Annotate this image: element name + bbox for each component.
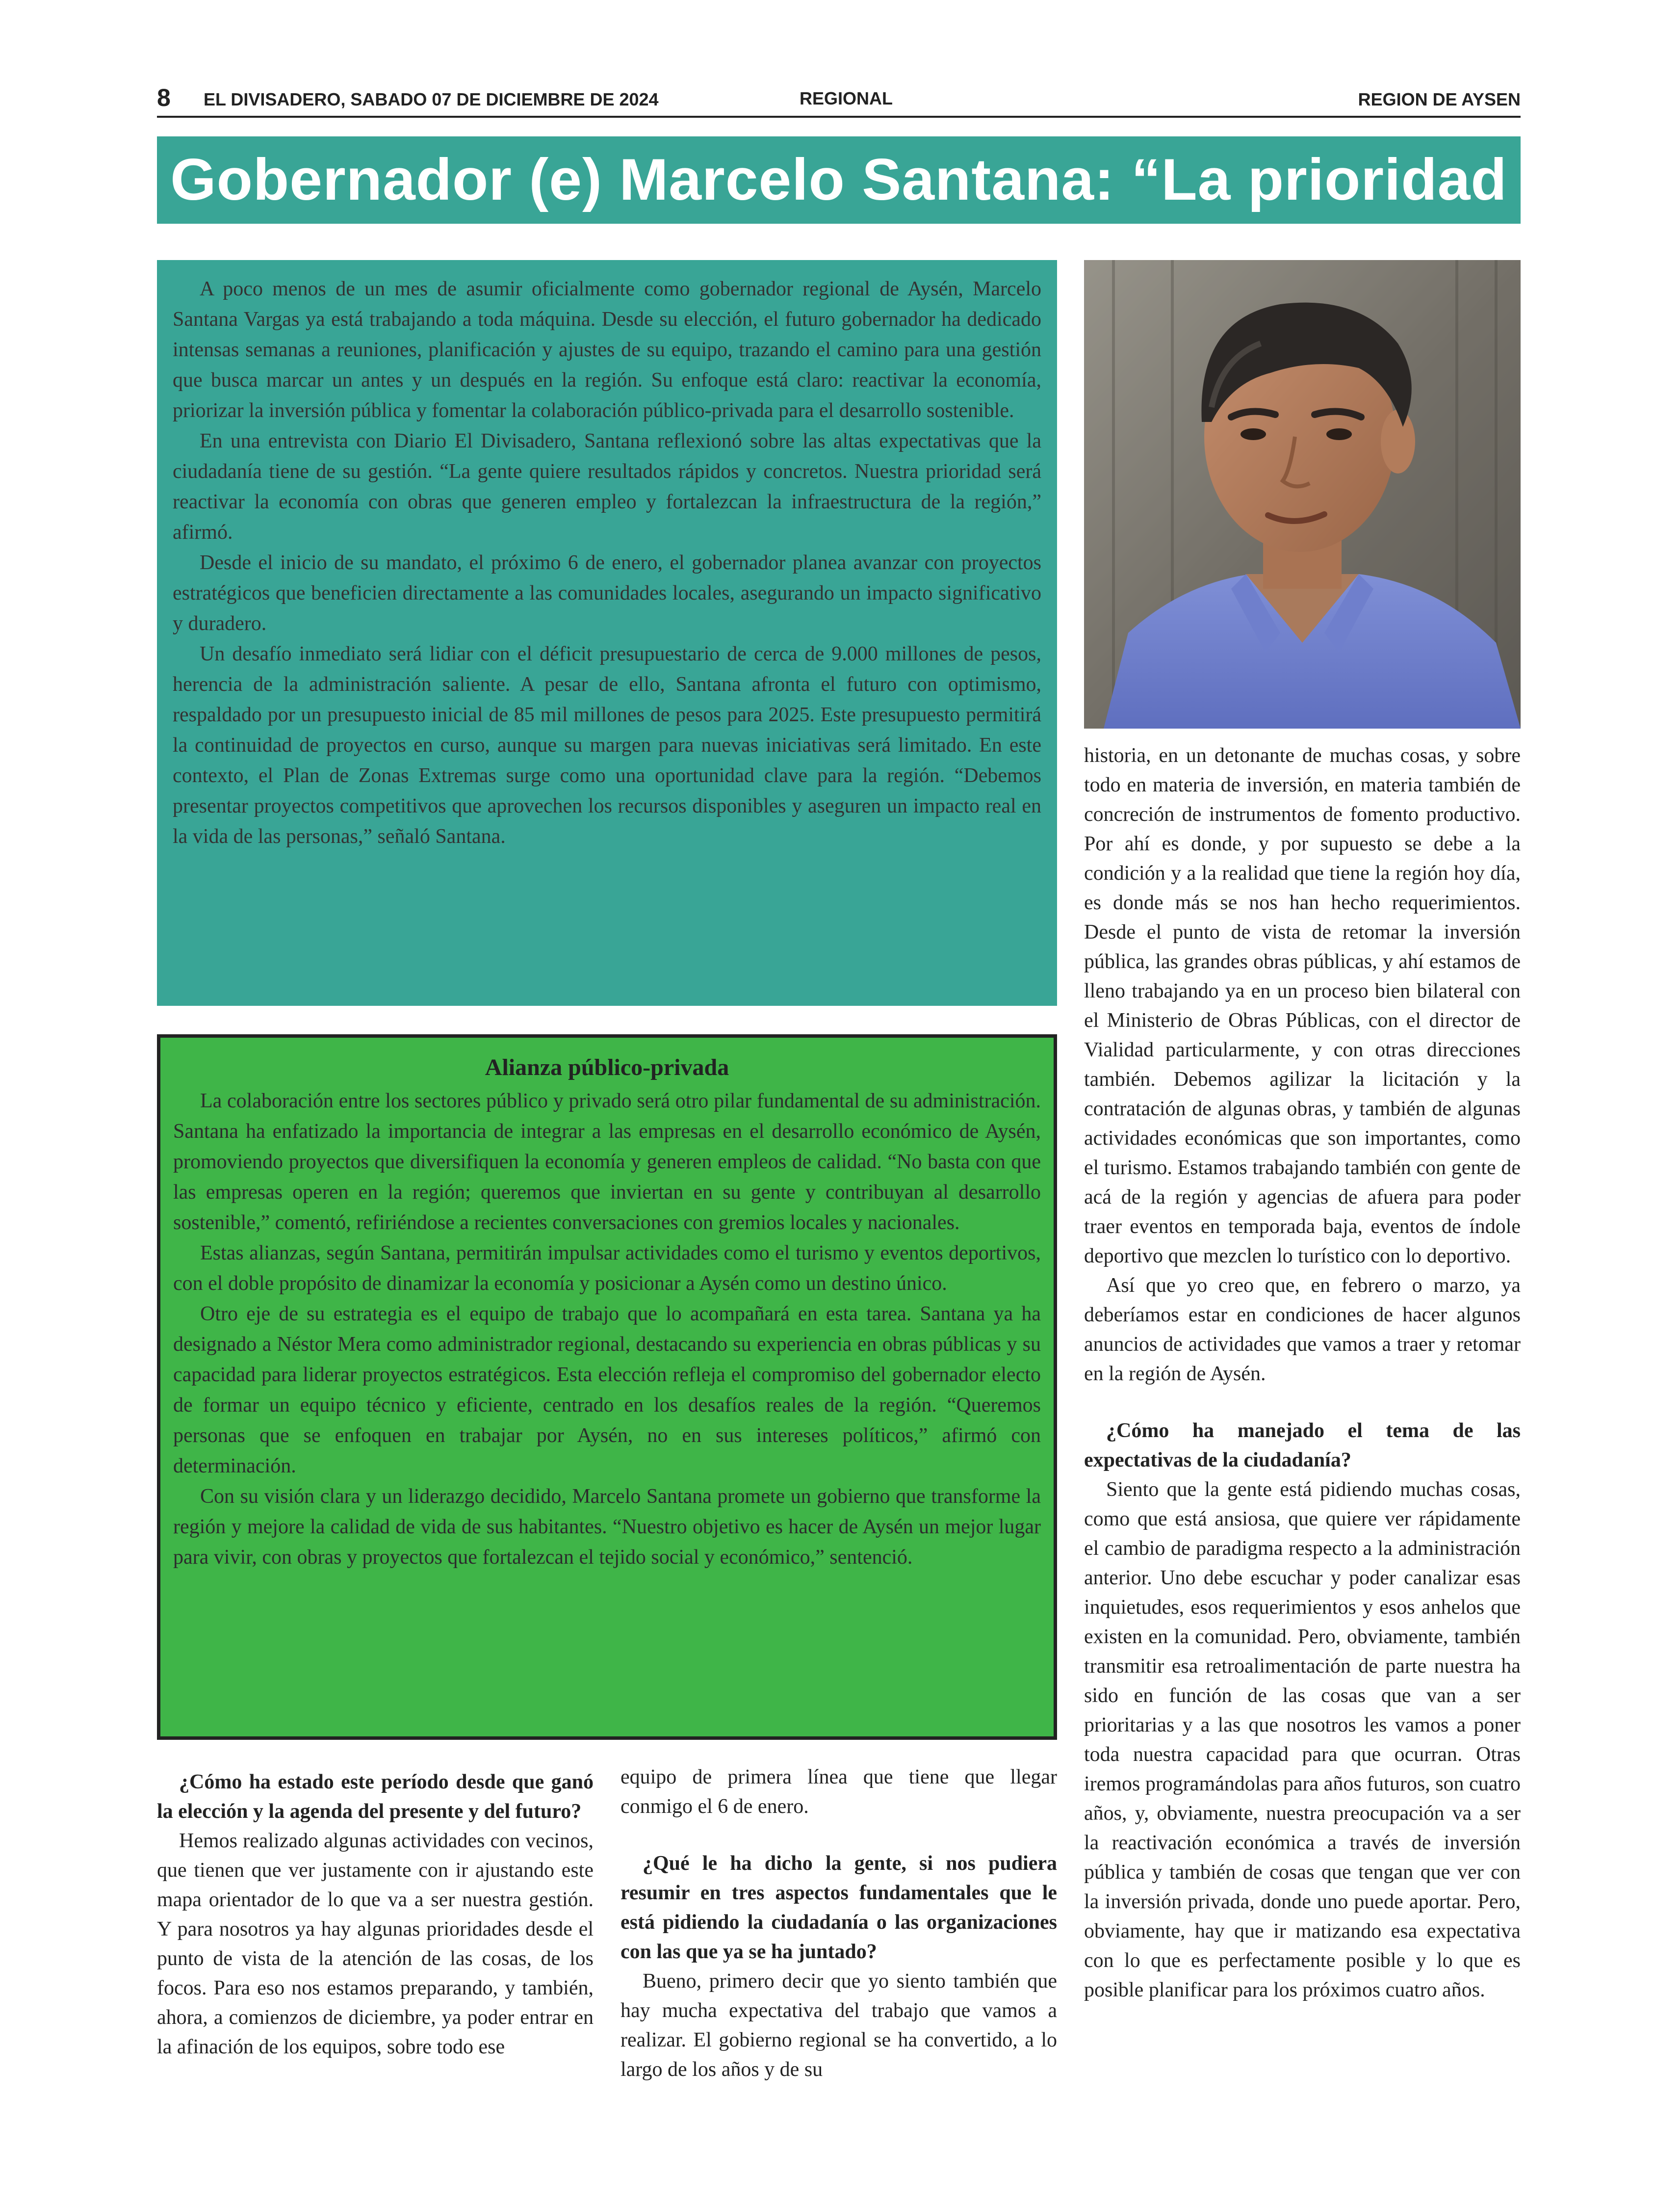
alliance-paragraph: Estas alianzas, según Santana, permitirán impulsar actividades como el turismo y eventos deportivos, con el doble propósito de dinamizar la economía y posicionar a Aysén como un destino único. <box>173 1242 1041 1295</box>
intro-paragraph: En una entrevista con Diario El Divisadero, Santana reflexionó sobre las altas expectativas que la ciudadanía tiene de su gestión. “La gente quiere resultados rápidos y concretos. Nuestra prioridad será reactivar la economía con obras que generen empleo y fortalezcan la infraestructura de la región,” afirmó. <box>173 430 1041 544</box>
interview-question: ¿Qué le ha dicho la gente, si nos pudiera resumir en tres aspectos fundamentales que le está pidiendo la ciudadanía o las organizaciones con las que ya se ha juntado? <box>620 1852 1057 1963</box>
interview-answer: Bueno, primero decir que yo siento también que hay mucha expectativa del trabajo que vamos a realizar. El gobierno regional se ha convertido, a lo largo de los años y de su <box>620 1970 1057 2081</box>
alliance-paragraph: Con su visión clara y un liderazgo decidido, Marcelo Santana promete un gobierno que transforme la región y mejore la calidad de vida de sus habitantes. “Nuestro objetivo es hacer de Aysén un mejor lugar para vivir, con obras y proyectos que fortalezcan el tejido social y económico,” sentenció. <box>173 1485 1041 1569</box>
intro-box <box>157 260 1057 1006</box>
alliance-title: Alianza público-privada <box>485 1054 729 1080</box>
column-3 <box>1084 741 1521 2005</box>
alliance-box <box>157 1034 1057 1740</box>
region-label: REGION DE AYSEN <box>1358 89 1521 109</box>
answer-paragraph: Así que yo creo que, en febrero o marzo, ya deberíamos estar en condiciones de hacer algunos anuncios de actividades que vamos a traer y retomar en la región de Aysén. <box>1084 1274 1521 1385</box>
interview-question: ¿Cómo ha manejado el tema de las expectativas de la ciudadanía? <box>1084 1419 1521 1471</box>
headline-banner <box>157 136 1521 224</box>
column-1 <box>157 1767 594 2062</box>
page-number: 8 <box>157 84 171 111</box>
intro-paragraph: Desde el inicio de su mandato, el próximo 6 de enero, el gobernador planea avanzar con proyectos estratégicos que beneficien directamente a las comunidades locales, asegurando un impacto significativo y duradero. <box>173 551 1041 635</box>
intro-paragraph: Un desafío inmediato será lidiar con el déficit presupuestario de cerca de 9.000 millones de pesos, herencia de la administración saliente. A pesar de ello, Santana afronta el futuro con optimismo, respaldado por un presupuesto inicial de 85 mil millones de pesos para 2025. Este presupuesto permitirá la continuidad de proyectos en curso, aunque su margen para nuevas iniciativas será limitado. En este contexto, el Plan de Zonas Extremas surge como una oportunidad clave para la región. “Debemos presentar proyectos competitivos que aprovechen los recursos disponibles y aseguren un impacto real en la vida de las personas,” señaló Santana. <box>173 643 1041 848</box>
interview-answer: Siento que la gente está pidiendo muchas cosas, como que está ansiosa, que quiere ver rápidamente el cambio de paradigma respecto a la administración anterior. Uno debe escuchar y poder canalizar esas inquietudes, esos requerimientos y esos anhelos que existen en la comunidad. Pero, obviamente, también transmitir esa retroalimentación de parte nuestra ha sido en función de las cosas que van a ser prioritarias y a las que nosotros les vamos a poner toda nuestra capacidad para que ocurran. Otras iremos programándolas para años futuros, son cuatro años, y, obviamente, nuestra preocupación va a ser la reactivación económica a través de inversión pública y también de cosas que tengan que ver con la inversión privada, donde uno puede aportar. Pero, obviamente, hay que ir matizando esa expectativa con lo que es perfectamente posible y lo que es posible planificar para los próximos cuatro años. <box>1084 1478 1521 2001</box>
portrait-photo <box>1084 260 1521 729</box>
intro-paragraph: A poco menos de un mes de asumir oficialmente como gobernador regional de Aysén, Marcelo Santana Vargas ya está trabajando a toda máquina. Desde su elección, el futuro gobernador ha dedicado intensas semanas a reuniones, planificación y ajustes de su equipo, trazando el camino para una gestión que busca marcar un antes y un después en la región. Su enfoque está claro: reactivar la economía, priorizar la inversión pública y fomentar la colaboración público-privada para el desarrollo sostenible. <box>173 278 1041 422</box>
answer-continuation: equipo de primera línea que tiene que llegar conmigo el 6 de enero. <box>620 1766 1057 1818</box>
interview-answer: Hemos realizado algunas actividades con vecinos, que tienen que ver justamente con ir ajustando este mapa orientador de lo que va a ser nuestra gestión. Y para nosotros ya hay algunas prioridades desde el punto de vista de la atención de las cosas, de los focos. Para eso nos estamos preparando, y también, ahora, a comienzos de diciembre, ya poder entrar en la afinación de los equipos, sobre todo ese <box>157 1830 594 2058</box>
headline: Gobernador (e) Marcelo Santana: “La prioridad <box>170 147 1507 212</box>
alliance-paragraph: La colaboración entre los sectores público y privado será otro pilar fundamental de su administración. Santana ha enfatizado la importancia de integrar a las empresas en el desarrollo económico de Aysén, promoviendo proyectos que diversifiquen la economía y generen empleos de calidad. “No basta con que las empresas operen en la región; queremos que inviertan en su gente y contribuyan al desarrollo sostenible,” comentó, refiriéndose a recientes conversaciones con gremios locales y nacionales. <box>173 1090 1041 1234</box>
section-label: REGIONAL <box>799 88 893 108</box>
publication-date: EL DIVISADERO, SABADO 07 DE DICIEMBRE DE 2024 <box>204 89 659 109</box>
portrait-illustration <box>1084 260 1521 729</box>
running-header <box>157 82 1521 118</box>
alliance-paragraph: Otro eje de su estrategia es el equipo de trabajo que lo acompañará en esta tarea. Santana ya ha designado a Néstor Mera como administrador regional, destacando su experiencia en obras públicas y su capacidad para liderar proyectos estratégicos. Esta elección refleja el compromiso del gobernador electo de formar un equipo técnico y eficiente, centrado en los desafíos reales de la región. “Queremos personas que se enfoquen en trabajar por Aysén, no en sus intereses políticos,” afirmó con determinación. <box>173 1303 1041 1477</box>
interview-question: ¿Cómo ha estado este período desde que ganó la elección y la agenda del presente y del futuro? <box>157 1771 594 1823</box>
column-2 <box>620 1762 1057 2084</box>
answer-continuation: historia, en un detonante de muchas cosas, y sobre todo en materia de inversión, en materia también de concreción de instrumentos de fomento productivo. Por ahí es donde, y por supuesto se debe a la condición y a la realidad que tiene la región hoy día, es donde más se nos han hecho requerimientos. Desde el punto de vista de retomar la inversión pública, las grandes obras públicas, y ahí estamos de lleno trabajando ya en un proceso bien bilateral con el Ministerio de Obras Públicas, con el director de Vialidad particularmente, y con otras direcciones también. Debemos agilizar la licitación y la contratación de algunas obras, y también de algunas actividades económicas que son importantes, como el turismo. Estamos trabajando también con gente de acá de la región y agencias de afuera para poder traer eventos en temporada baja, eventos de índole deportivo que mezclen lo turístico con lo deportivo. <box>1084 744 1521 1267</box>
